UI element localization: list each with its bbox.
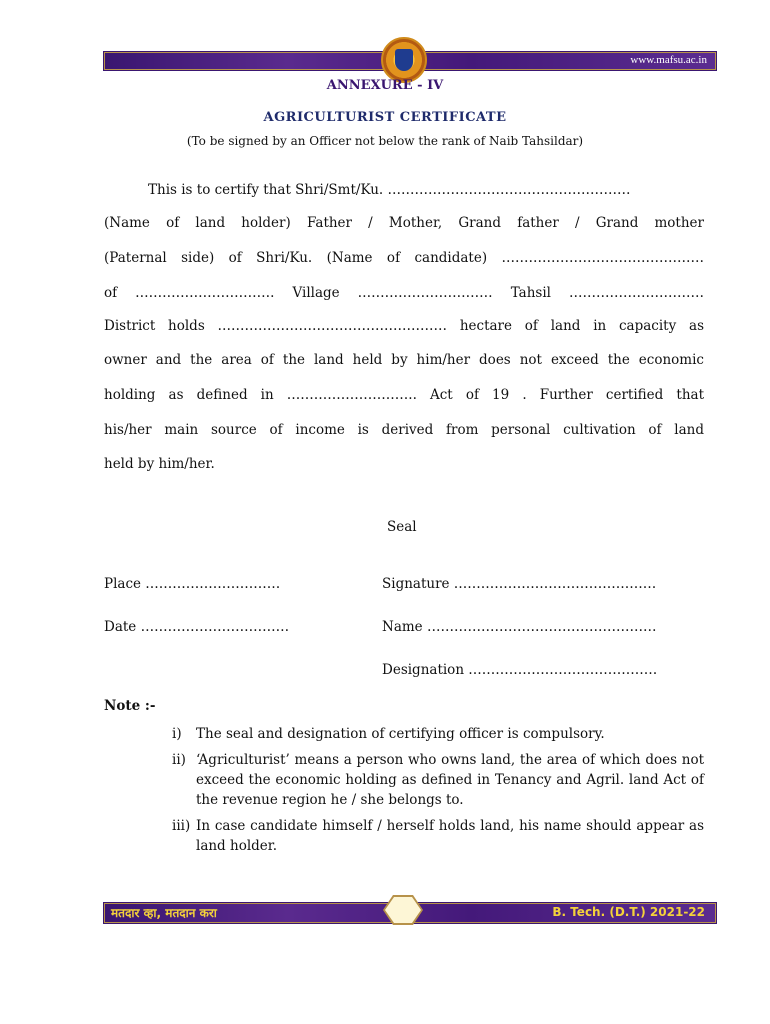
- body-line-4: of …………………………. Village ………………………… Tahsil …………………………: [104, 285, 704, 301]
- footer-slogan: मतदार व्हा, मतदान करा: [111, 906, 217, 920]
- body-line-2: (Name of land holder) Father / Mother, Grand father / Grand mother: [104, 215, 704, 231]
- note-text: ‘Agriculturist’ means a person who owns land, the area of which does not exceed the economic holding as defined in Tenancy and Agril. land Act of the revenue region he / she belongs to.: [196, 752, 704, 808]
- signature-field: Signature ………………………………………: [382, 576, 657, 592]
- note-number: i): [172, 726, 182, 742]
- annexure-label: ANNEXURE - IV: [326, 78, 444, 93]
- university-logo-icon: [381, 37, 427, 83]
- note-item-1: [172, 724, 704, 744]
- date-field: Date ……………………………: [104, 619, 290, 635]
- page-subtitle: (To be signed by an Officer not below the rank of Naib Tahsildar): [186, 134, 584, 148]
- footer-course: B. Tech. (D.T.) 2021-22: [552, 905, 705, 919]
- page-title: AGRICULTURIST CERTIFICATE: [263, 110, 507, 125]
- note-item-3: [172, 816, 704, 856]
- note-item-2: [172, 750, 704, 810]
- body-line-1: This is to certify that Shri/Smt/Ku. ………………………………………………: [148, 182, 631, 198]
- place-field: Place …………………………: [104, 576, 281, 592]
- note-number: ii): [172, 752, 186, 768]
- header-url: www.mafsu.ac.in: [630, 54, 707, 66]
- body-line-3: (Paternal side) of Shri/Ku. (Name of candidate) ………………………………………: [104, 250, 704, 266]
- body-line-8: his/her main source of income is derived from personal cultivation of land: [104, 422, 704, 438]
- seal-label: Seal: [387, 519, 417, 535]
- body-line-9: held by him/her.: [104, 456, 215, 472]
- note-text: The seal and designation of certifying officer is compulsory.: [196, 726, 605, 742]
- note-label: Note :-: [104, 698, 156, 714]
- name-field: Name ……………………………………………: [382, 619, 657, 635]
- note-text: In case candidate himself / herself holds land, his name should appear as land holder.: [196, 818, 704, 854]
- designation-field: Designation ……………………………………: [382, 662, 658, 678]
- body-line-5: District holds …………………………………………… hectare of land in capacity as: [104, 318, 704, 334]
- body-line-7: holding as defined in ……………………….. Act of 19 . Further certified that: [104, 387, 704, 403]
- note-number: iii): [172, 818, 191, 834]
- body-line-6: owner and the area of the land held by him/her does not exceed the economic: [104, 352, 704, 368]
